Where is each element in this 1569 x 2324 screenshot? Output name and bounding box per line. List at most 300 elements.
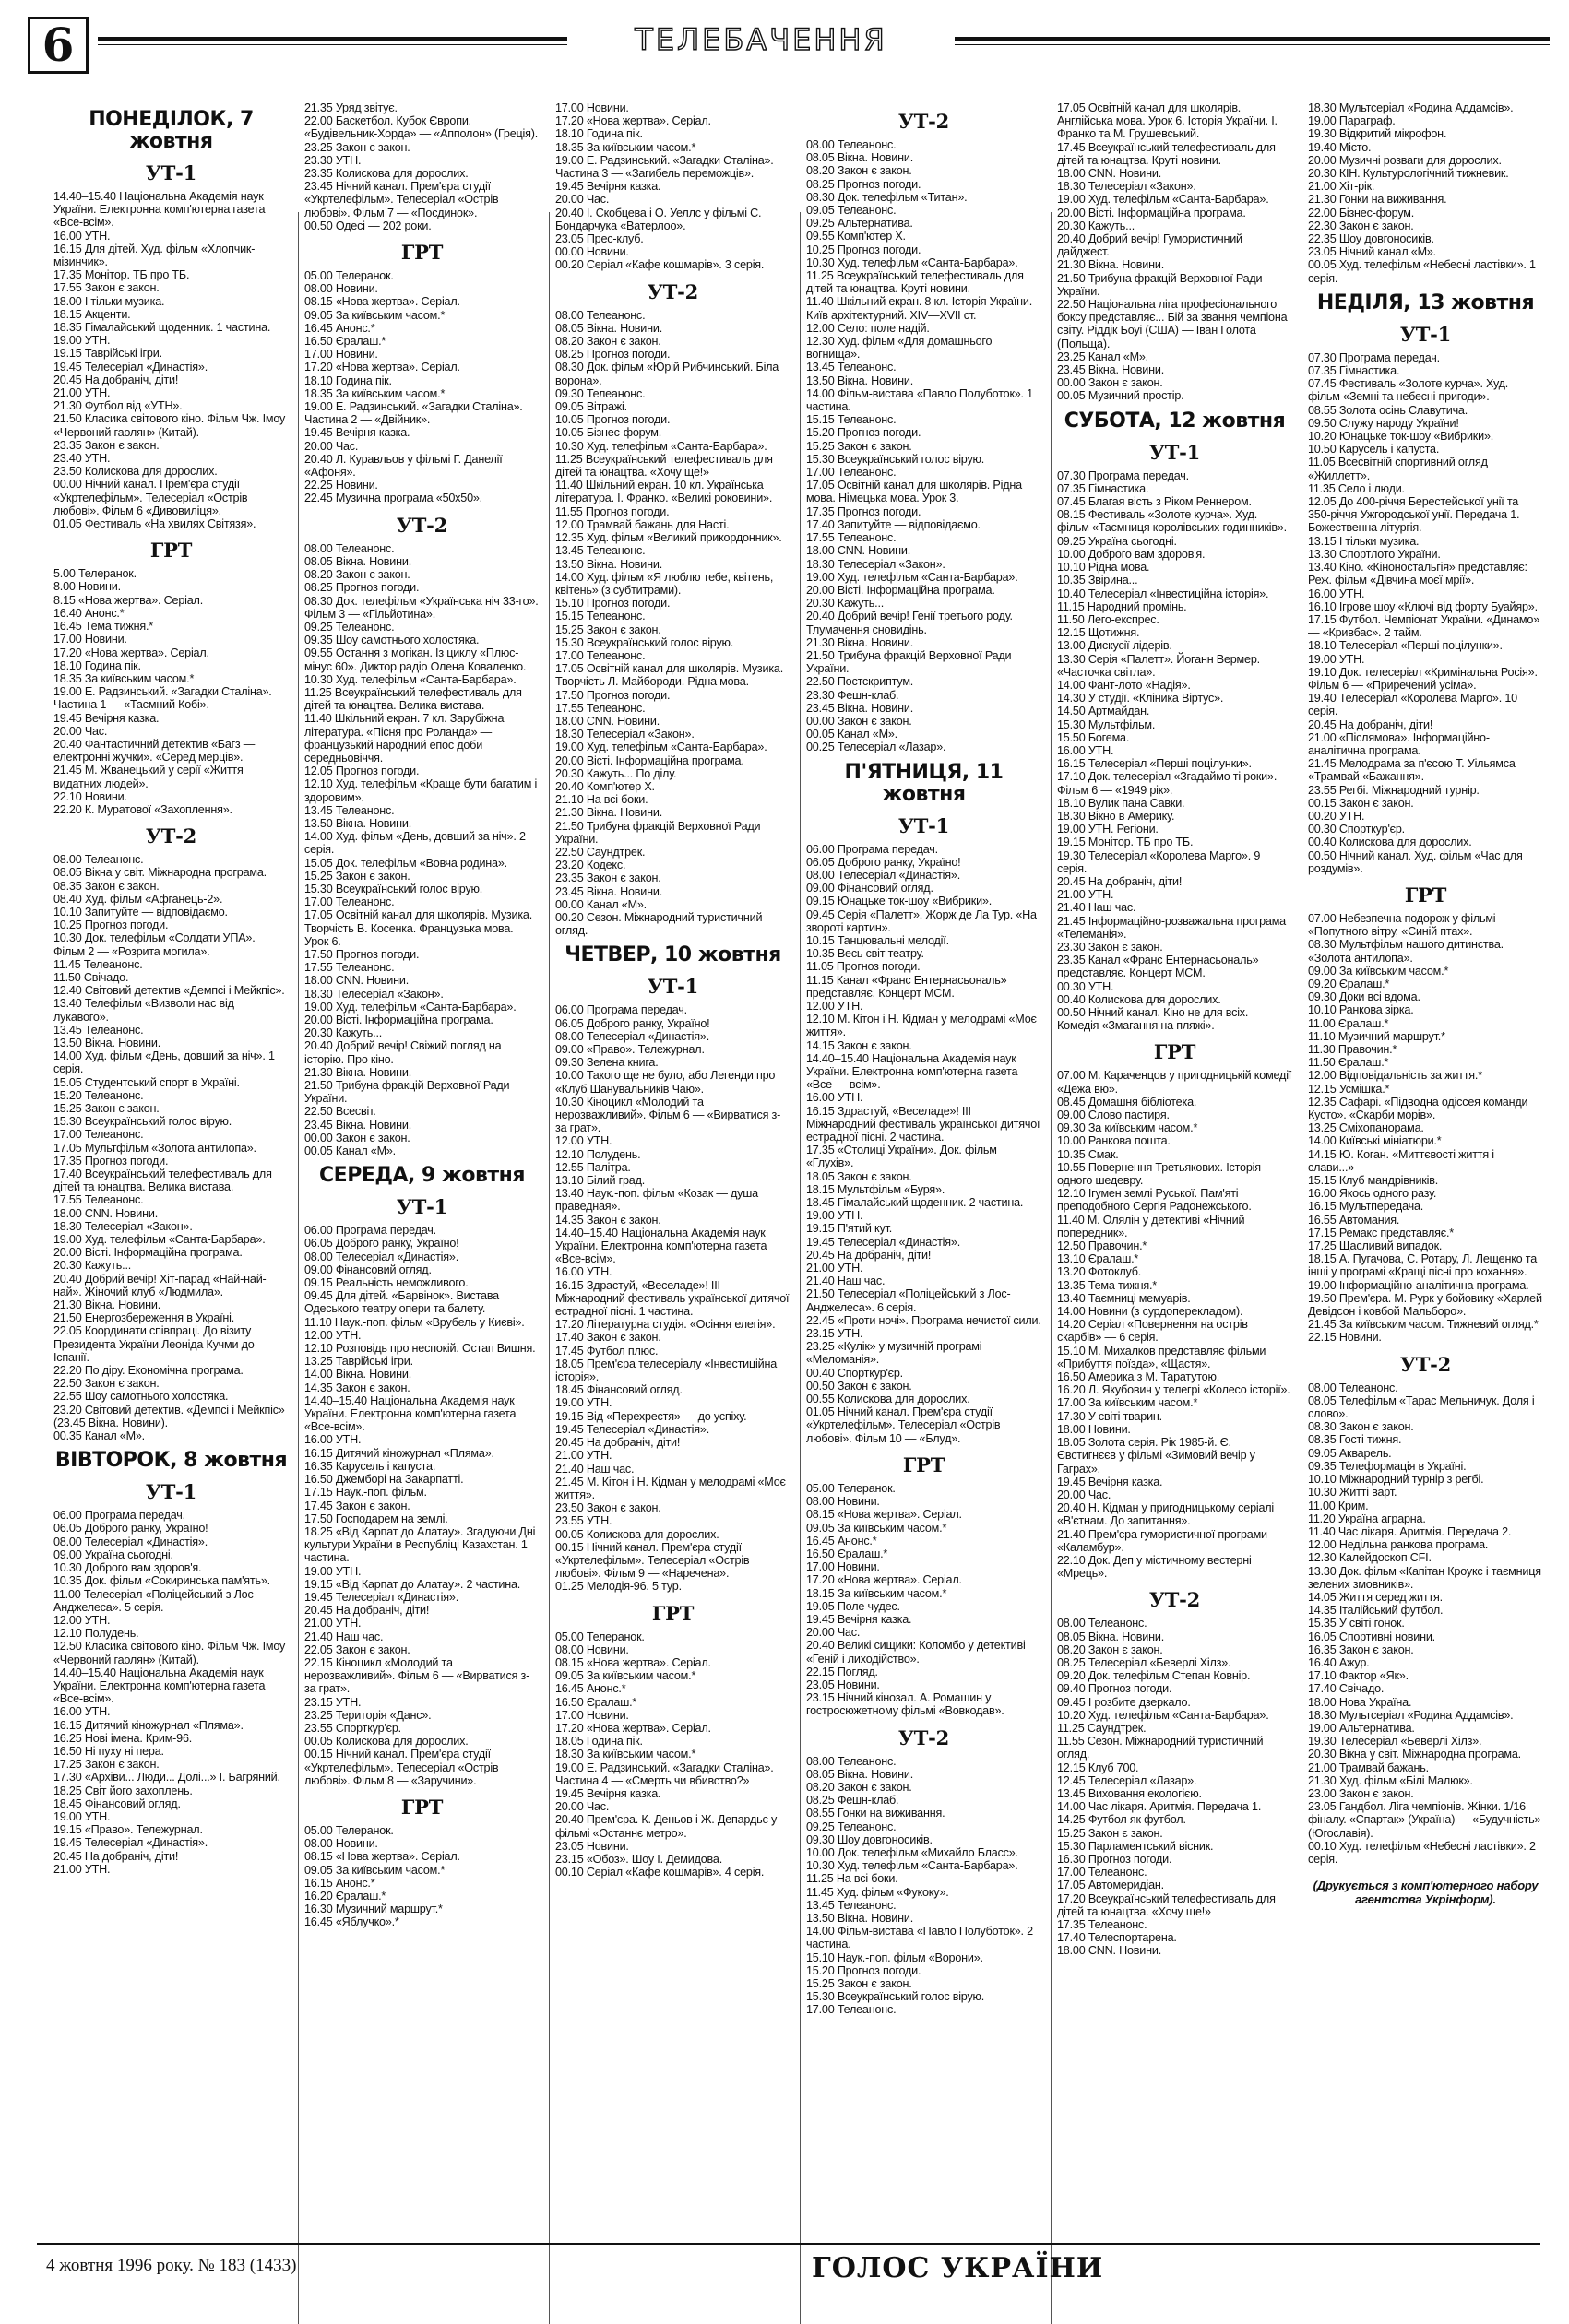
- program-listing: 21.30 Футбол від «УТН».: [53, 399, 183, 413]
- program-listing: 19.00 Е. Радзинський. «Загадки Сталіна». Частина 3 — «Загибель переможців».: [555, 153, 774, 181]
- program-listing: 17.25 Закон є закон.: [53, 1758, 160, 1772]
- program-listing: 18.05 Золота серія. Рік 1985-й. Є. Євстигнєєв у фільмі «Зимовий вечір у Гаграх».: [1057, 1436, 1255, 1476]
- program-listing: 16.55 Автомания.: [1308, 1213, 1400, 1227]
- program-listing: 08.00 Телесеріал «Династія».: [53, 1535, 208, 1548]
- program-listing: 19.00 Альтернатива.: [1308, 1721, 1415, 1735]
- program-listing: 23.25 Закон є закон.: [304, 140, 410, 154]
- program-listing: 21.00 УТН.: [304, 1617, 362, 1630]
- program-listing: 00.00 Нічний канал. Прем'єра студії «Укртелефільм». Телесеріал «Острів любові». Фільм 6 «Дивовиліця».: [53, 478, 248, 517]
- program-listing: 08.15 «Нова жертва». Серіал.: [304, 295, 460, 309]
- program-listing: 15.25 Закон є закон.: [53, 1102, 160, 1115]
- program-listing: 23.55 Спорткур'єр.: [304, 1721, 401, 1735]
- day-heading: СУБОТА, 12 жовтня: [1064, 409, 1286, 433]
- program-listing: 00.20 Серіал «Кафе кошмарів». 3 серія.: [555, 258, 765, 272]
- program-listing: 08.20 Закон є закон.: [304, 568, 410, 582]
- program-listing: 20.40 Добрий вечір! Хіт-парад «Най-най-най». Жіночий клуб «Людмила».: [53, 1272, 267, 1298]
- program-listing: 15.30 Всеукраїнський голос вірую.: [53, 1115, 232, 1129]
- program-listing: 14.50 Артмайдан.: [1057, 705, 1150, 718]
- program-listing: 11.05 Прогноз погоди.: [806, 960, 921, 974]
- program-listing: 23.35 Колискова для дорослих.: [304, 167, 469, 181]
- program-listing: 18.10 Вулик пана Савки.: [1057, 796, 1185, 810]
- program-listing: 21.30 Гонки на виживання.: [1308, 193, 1447, 207]
- program-listing: 09.35 Телеформація в Україні.: [1308, 1459, 1467, 1473]
- column-6: [1308, 101, 1543, 2232]
- program-listing: 09.25 Телеанонс.: [304, 620, 395, 634]
- program-listing: 12.40 Світовий детектив «Демпсі і Мейкпіс».: [53, 984, 285, 998]
- program-listing: 08.25 Телесеріал «Беверлі Хілз».: [1057, 1655, 1231, 1669]
- program-listing: 17.40 Телеспортарена.: [1057, 1931, 1177, 1945]
- program-listing: 08.15 Фестиваль «Золоте курча». Худ. фільм «Таємниця королівських годинників».: [1057, 508, 1287, 535]
- program-listing: 23.15 Нічний кінозал. А. Ромашин у гостросюжетному фільмі «Вовкодав».: [806, 1691, 1004, 1718]
- program-listing: 13.45 Телеанонс.: [304, 803, 395, 817]
- program-listing: 12.00 Недільна ранкова програма.: [1308, 1538, 1489, 1552]
- program-listing: 13.45 Телеанонс.: [806, 1898, 897, 1912]
- program-listing: 11.15 Канал «Франс Ентернасьональ» представляє. Концерт МСМ.: [806, 973, 1007, 1000]
- program-listing: 20.40 Л. Куравльов у фільмі Г. Данелії «Афоня».: [304, 452, 503, 480]
- program-listing: 14.00 Новини (з сурдоперекладом).: [1057, 1305, 1243, 1319]
- program-listing: 23.45 Вікна. Новини.: [1057, 363, 1164, 377]
- program-listing: 18.00 Новини.: [1057, 1422, 1131, 1436]
- program-listing: 13.30 Док. фільм «Капітан Кроукс і таємниця зелених змовників».: [1308, 1564, 1541, 1591]
- program-listing: 09.05 Телеанонс.: [806, 204, 897, 218]
- program-listing: 22.50 Закон є закон.: [53, 1377, 160, 1391]
- program-listing: 22.25 Новини.: [304, 479, 378, 492]
- program-listing: 10.30 Худ. телефільм «Санта-Барбара».: [806, 255, 1018, 269]
- program-listing: 11.25 Саундтрек.: [1057, 1721, 1147, 1735]
- program-listing: 19.15 Монітор. ТБ про ТБ.: [1057, 836, 1194, 849]
- program-listing: 19.00 Худ. телефільм «Санта-Барбара».: [304, 1000, 517, 1014]
- program-listing: 08.00 Телеанонс.: [806, 138, 897, 151]
- program-listing: 16.45 Анонс.*: [555, 1682, 626, 1696]
- program-listing: 18.30 Телесеріал «Закон».: [1057, 180, 1196, 194]
- program-listing: 08.30 Док. фільм «Юрій Рибчинський. Біла ворона».: [555, 361, 779, 387]
- program-listing: 12.35 Сафарі. «Підводна одіссея команди Кусто». «Скарби морів».: [1308, 1095, 1528, 1122]
- program-listing: 10.15 Танцювальні мелодії.: [806, 933, 949, 947]
- program-listing: 19.00 УТН.: [555, 1396, 612, 1410]
- program-listing: 10.00 Ранкова пошта.: [1057, 1134, 1171, 1148]
- program-listing: 20.00 Вісті. Інформаційна програма.: [1057, 206, 1246, 219]
- program-listing: 21.30 Вікна. Новини.: [53, 1298, 160, 1312]
- program-listing: 11.00 Єралаш.*: [1308, 1016, 1389, 1030]
- program-listing: 20.40 Прем'єра. К. Деньов і Ж. Депардьє у фільмі «Останнє метро».: [555, 1813, 778, 1840]
- program-listing: 14.35 Італійський футбол.: [1308, 1604, 1444, 1618]
- program-listing: 16.15 Дитячий кіножурнал «Пляма».: [304, 1446, 494, 1460]
- program-listing: 15.05 Студентський спорт в Україні.: [53, 1075, 240, 1089]
- program-listing: 17.20 «Нова жертва». Серіал.: [806, 1573, 962, 1587]
- program-listing: 23.45 Нічний канал. Прем'єра студії «Укртелефільм». Телесеріал «Острів любові». Фільм 7 — «Посдинок».: [304, 180, 499, 219]
- program-listing: 09.30 Доки всі вдома.: [1308, 990, 1420, 1004]
- program-listing: 22.45 Музична програма «50х50».: [304, 492, 482, 505]
- program-listing: 09.15 Реальність неможливого.: [304, 1276, 469, 1290]
- program-listing: 20.45 На добраніч, діти!: [1057, 874, 1183, 888]
- program-listing: 12.15 Клуб 700.: [1057, 1761, 1139, 1774]
- program-listing: 09.00 Фінансовий огляд.: [304, 1263, 432, 1276]
- program-listing: 08.05 Вікна у світ. Міжнародна програма.: [53, 866, 267, 880]
- program-listing: 15.10 Наук.-поп. фільм «Ворони».: [806, 1951, 983, 1964]
- program-listing: 20.00 Вісті. Інформаційна програма.: [53, 1246, 243, 1260]
- program-listing: 17.20 «Нова жертва». Серіал.: [555, 1721, 711, 1735]
- program-listing: 18.00 CNN. Новини.: [806, 544, 911, 558]
- program-listing: 17.40 Закон є закон.: [555, 1331, 661, 1345]
- program-listing: 12.10 Полудень.: [555, 1147, 641, 1161]
- program-listing: 18.10 Телесеріал «Перші поцілунки».: [1308, 639, 1503, 653]
- program-listing: 10.00 Док. телефільм «Михайло Бласс».: [806, 1845, 1018, 1859]
- program-listing: 17.00 Новини.: [555, 1708, 629, 1722]
- program-listing: 08.00 Телесеріал «Династія».: [304, 1250, 459, 1263]
- program-listing: 20.00 Час.: [53, 724, 108, 738]
- source-credit: (Друкується з комп'ютерного набору агентства Укрінформ).: [1313, 1879, 1539, 1907]
- program-listing: 18.30 Телесеріал «Закон».: [53, 1219, 193, 1233]
- program-listing: 00.35 Канал «М».: [53, 1429, 145, 1443]
- program-listing: 08.30 Мультфільм нашого дитинства. «Золота антилопа».: [1308, 938, 1504, 965]
- program-listing: 08.15 «Нова жертва». Серіал.: [555, 1655, 711, 1669]
- program-listing: 09.00 Україна сьогодні.: [53, 1547, 173, 1561]
- program-listing: 17.05 Освітній канал для школярів. Англійська мова. Урок 6. Історія України. І. Франко та М. Грушевський.: [1057, 101, 1278, 141]
- program-listing: 8.00 Новини.: [53, 580, 121, 594]
- program-listing: 09.55 Комп'ютер Х.: [806, 230, 906, 243]
- program-listing: 06.05 Доброго ранку, Україно!: [555, 1016, 710, 1030]
- program-listing: 07.35 Гімнастика.: [1057, 481, 1149, 495]
- program-listing: 17.55 Телеанонс.: [806, 531, 897, 545]
- program-listing: 09.30 Шоу довгоносиків.: [806, 1832, 933, 1846]
- program-listing: 18.45 Фінансовий огляд.: [555, 1383, 683, 1397]
- program-listing: 18.30 За київським часом.*: [555, 1748, 696, 1761]
- program-listing: 13.50 Вікна. Новини.: [806, 374, 913, 387]
- program-listing: 16.15 Телесеріал «Перші поцілунки».: [1057, 757, 1252, 771]
- program-listing: 21.50 Трибуна фракцій Верховної Ради України.: [1057, 271, 1263, 298]
- program-listing: 11.55 Прогноз погоди.: [555, 504, 670, 518]
- program-listing: 16.00 УТН.: [53, 229, 111, 243]
- program-listing: 08.05 Вікна. Новини.: [304, 554, 411, 568]
- program-listing: 18.15 За київським часом.*: [806, 1586, 947, 1600]
- program-listing: 16.30 Прогноз погоди.: [1057, 1852, 1172, 1866]
- program-listing: 19.00 УТН.: [806, 1209, 863, 1223]
- program-listing: 08.15 «Нова жертва». Серіал.: [806, 1508, 962, 1522]
- program-listing: 16.35 Закон є закон.: [1308, 1642, 1414, 1656]
- program-listing: 16.00 УТН.: [1308, 587, 1365, 600]
- program-listing: 18.00 CNN. Новини.: [555, 714, 660, 728]
- program-listing: 18.30 Телесеріал «Закон».: [806, 557, 945, 571]
- program-listing: 20.45 На добраніч, діти!: [806, 1248, 932, 1262]
- program-listing: 18.30 Вікно в Америку.: [1057, 809, 1175, 823]
- program-listing: 18.15 Мультфільм «Буря».: [806, 1182, 945, 1196]
- program-listing: 09.30 Зелена книга.: [555, 1056, 659, 1070]
- program-listing: 17.05 Освітній канал для школярів. Музика. Творчість Л. Майбороди. Рідна мова.: [555, 662, 784, 689]
- program-listing: 23.05 Прес-клуб.: [555, 232, 644, 246]
- program-listing: 11.05 Всесвітній спортивний огляд «Жиллетт».: [1308, 456, 1488, 482]
- program-listing: 10.50 Карусель і капуста.: [1308, 443, 1440, 456]
- program-listing: 15.25 Закон є закон.: [555, 622, 661, 636]
- program-listing: 20.30 Кажуть...: [53, 1259, 132, 1273]
- program-listing: 16.40 Анонс.*: [53, 606, 125, 620]
- program-listing: 08.00 Новини.: [304, 282, 378, 296]
- program-listing: 10.25 Прогноз погоди.: [806, 243, 921, 256]
- program-listing: 12.00 УТН.: [304, 1328, 362, 1342]
- program-listing: 15.30 Всеукраїнський голос вірую.: [555, 635, 734, 649]
- program-listing: 08.45 Домашня бібліотека.: [1057, 1095, 1197, 1109]
- program-listing: 23.25 «Кулік» у музичній програмі «Меломанія».: [806, 1340, 982, 1367]
- program-listing: 08.30 Док. телефільм «Українська ніч 33-го». Фільм 3 — «Гільйотина».: [304, 594, 539, 621]
- program-listing: 19.15 «Від Карпат до Алатау». 2 частина.: [304, 1577, 521, 1591]
- program-listing: 21.00 «Післямова». Інформаційно-аналітична програма.: [1308, 730, 1490, 757]
- program-listing: 09.25 Альтернатива.: [806, 217, 913, 231]
- program-listing: 23.40 УТН.: [53, 452, 111, 466]
- program-listing: 17.35 Монітор. ТБ про ТБ.: [53, 268, 190, 282]
- program-listing: 09.00 Фінансовий огляд.: [806, 882, 933, 895]
- program-listing: 21.00 УТН.: [555, 1449, 612, 1463]
- program-listing: 15.30 Мультфільм.: [1057, 717, 1156, 731]
- program-listing: 22.45 «Проти ночі». Програма нечистої сили.: [806, 1313, 1041, 1327]
- program-listing: 00.00 Закон є закон.: [304, 1131, 410, 1144]
- program-listing: 12.50 Класика світового кіно. Фільм Чж. Імоу «Червоний гаолян» (Китай).: [53, 1640, 286, 1666]
- program-listing: 06.00 Програма передач.: [304, 1224, 436, 1238]
- program-listing: 06.00 Програма передач.: [53, 1509, 185, 1523]
- program-listing: 23.15 «Обоз». Шоу І. Демидова.: [555, 1852, 722, 1866]
- program-listing: 19.45 Вечірня казка.: [555, 180, 661, 194]
- program-listing: 01.05 Нічний канал. Прем'єра студії «Укртелефільм». Телесеріал «Острів любові». Фільм 10 — «Блуд».: [806, 1405, 1001, 1445]
- program-listing: 16.35 Карусель і капуста.: [304, 1459, 436, 1473]
- program-listing: 08.30 Док. телефільм «Титан».: [806, 190, 968, 204]
- program-listing: 08.00 Новини.: [806, 1495, 880, 1509]
- program-listing: 12.30 Худ. фільм «Для домашнього вогнища».: [806, 335, 993, 362]
- section-title: ТЕЛЕБАЧЕННЯ: [567, 18, 955, 59]
- program-listing: 17.35 «Столиці України». Док. фільм «Глухів».: [806, 1144, 997, 1170]
- program-listing: 17.10 Док. телесеріал «Згадаймо ті роки». Фільм 6 — «1949 рік».: [1057, 770, 1278, 797]
- channel-heading: УТ-2: [647, 279, 699, 303]
- program-listing: 20.40 Н. Кідман у пригодницькому серіалі «В'єтнам. До запитання».: [1057, 1501, 1275, 1528]
- program-listing: 18.45 Гімалайський щоденник. 2 частина.: [806, 1196, 1024, 1210]
- program-listing: 10.10 Запитуйте — відповідаємо.: [53, 905, 228, 919]
- program-listing: 13.25 Таврійські ігри.: [304, 1355, 413, 1369]
- program-listing: 00.40 Спорткур'єр.: [806, 1366, 903, 1380]
- program-listing: 11.15 Народний промінь.: [1057, 599, 1187, 613]
- program-listing: 15.30 Парламентський вісник.: [1057, 1839, 1214, 1853]
- program-listing: 19.00 УТН.: [1308, 652, 1365, 666]
- channel-heading: УТ-2: [897, 1725, 950, 1749]
- program-listing: 22.35 Шоу довгоносиків.: [1308, 232, 1434, 246]
- program-listing: 16.15 Мультпередача.: [1308, 1200, 1424, 1214]
- program-listing: 22.10 Док. Деп у містичному вестерні «Мрець».: [1057, 1553, 1252, 1581]
- program-listing: 19.00 УТН.: [53, 334, 111, 348]
- program-listing: 16.45 «Яблучко».*: [304, 1915, 399, 1929]
- program-listing: 10.35 Док. фільм «Сокиринська пам'ять».: [53, 1574, 270, 1588]
- program-listing: 08.20 Закон є закон.: [1057, 1642, 1163, 1656]
- program-listing: 20.30 Вікна у світ. Міжнародна програма.: [1308, 1748, 1521, 1761]
- program-listing: 20.45 На добраніч, діти!: [1308, 717, 1433, 731]
- program-listing: 13.40 Наук.-поп. фільм «Козак — душа праведная».: [555, 1187, 758, 1214]
- program-listing: 10.30 Доброго вам здоров'я.: [53, 1561, 202, 1575]
- program-listing: 11.10 Музичний маршрут.*: [1308, 1029, 1445, 1043]
- program-listing: 11.50 Лего-експрес.: [1057, 612, 1159, 626]
- program-listing: 21.50 Трибуна фракцій Верховної Ради України.: [555, 819, 761, 846]
- program-listing: 15.25 Закон є закон.: [806, 439, 912, 453]
- program-listing: 21.50 Класика світового кіно. Фільм Чж. Імоу «Червоний гаолян» (Китай).: [53, 412, 286, 439]
- program-listing: 15.15 Телеанонс.: [555, 610, 646, 623]
- program-listing: 15.25 Закон є закон.: [1057, 1826, 1163, 1840]
- program-listing: 09.05 За київським часом.*: [304, 308, 446, 322]
- program-listing: 14.40–15.40 Національна Академія наук України. Електронна комп'ютерна газета «Все — всім».: [806, 1051, 1018, 1092]
- program-listing: 11.40 Шкільний екран. 8 кл. Історія України. Київ архітектурний. XIV—XVII ст.: [806, 295, 1033, 322]
- program-listing: 10.35 Смак.: [1057, 1147, 1119, 1161]
- program-listing: 16.50 Джемборі на Закарпатті.: [304, 1473, 464, 1487]
- channel-heading: УТ-2: [396, 513, 448, 537]
- program-listing: 09.05 За київським часом.*: [304, 1863, 446, 1877]
- program-listing: 14.00 Худ. фільм «День, довший за ніч». 1 серія.: [53, 1049, 275, 1076]
- program-listing: 17.00 Телеанонс.: [1057, 1866, 1147, 1879]
- program-listing: 18.05 Година пік.: [555, 1735, 643, 1749]
- program-listing: 09.45 І розбите дзеркало.: [1057, 1695, 1191, 1709]
- program-listing: 07.45 Благая вість з Ріком Реннером.: [1057, 495, 1252, 509]
- program-listing: 09.25 Україна сьогодні.: [1057, 534, 1177, 548]
- program-listing: 18.15 А. Пугачова, С. Ротару, Л. Лещенко та інші у програмі «Кращі пісні про кохання».: [1308, 1252, 1538, 1279]
- program-listing: 13.40 Таємниці мемуарів.: [1057, 1291, 1191, 1305]
- program-listing: 07.35 Гімнастика.: [1308, 364, 1400, 378]
- program-listing: 14.00 Худ. фільм «День, довший за ніч». 2 серія.: [304, 830, 526, 857]
- program-listing: 11.40 М. Олялін у детективі «Нічний попередник».: [1057, 1213, 1245, 1239]
- program-listing: 21.30 Вікна. Новини.: [304, 1065, 411, 1079]
- program-listing: 18.35 За київським часом.*: [304, 386, 446, 400]
- program-listing: 16.45 Анонс.*: [304, 321, 375, 335]
- program-listing: 15.10 Прогноз погоди.: [555, 597, 671, 611]
- column-divider: [549, 212, 550, 2324]
- program-listing: 00.15 Нічний канал. Прем'єра студії «Укртелефільм». Телесеріал «Острів любові». Фільм 9 — «Наречена».: [555, 1540, 750, 1581]
- program-listing: 19.15 Від «Перехрестя» — до успіху.: [555, 1409, 747, 1423]
- program-listing: 22.20 По діру. Економічна програма.: [53, 1364, 244, 1378]
- program-listing: 22.50 Всесвіт.: [304, 1105, 376, 1119]
- day-heading: ЧЕТВЕР, 10 жовтня: [565, 943, 781, 967]
- program-listing: 20.30 КІН. Культурологічний тижневик.: [1308, 167, 1509, 181]
- program-listing: 13.50 Вікна. Новини.: [53, 1036, 160, 1049]
- issue-date: 4 жовтня 1996 року. № 183 (1433): [46, 2256, 297, 2275]
- program-listing: 00.00 Канал «М».: [555, 897, 647, 911]
- program-listing: 23.55 УТН.: [555, 1514, 612, 1528]
- program-listing: 23.05 Нічний канал «М».: [1308, 245, 1436, 259]
- program-listing: 21.40 Наш час.: [1057, 901, 1136, 915]
- program-listing: 22.00 Бізнес-форум.: [1308, 206, 1415, 219]
- program-listing: 08.00 Телеанонс.: [1057, 1617, 1147, 1630]
- program-listing: 22.15 Новини.: [1308, 1331, 1382, 1345]
- program-listing: 08.00 Телесеріал «Династія».: [555, 1029, 710, 1043]
- program-listing: 20.40 Комп'ютер Х.: [555, 779, 655, 793]
- program-listing: 00.20 УТН.: [1308, 809, 1365, 823]
- channel-heading: ГРТ: [400, 1795, 444, 1819]
- channel-heading: УТ-2: [897, 110, 950, 133]
- program-listing: 18.35 За київським часом.*: [53, 671, 195, 685]
- channel-heading: УТ-1: [647, 975, 699, 999]
- program-listing: 07.45 Фестиваль «Золоте курча». Худ. фільм «Земні та небесні пригоди».: [1308, 377, 1509, 404]
- program-listing: 16.00 УТН.: [806, 1091, 863, 1105]
- program-listing: 12.00 УТН.: [806, 999, 863, 1013]
- column-1: [53, 101, 289, 2232]
- program-listing: 11.40 Шкільний екран. 10 кл. Українська література. І. Франко. «Великі роковини».: [555, 479, 773, 505]
- program-listing: 19.00 Параграф.: [1308, 114, 1396, 128]
- program-listing: 08.55 Золота осінь Славутича.: [1308, 403, 1468, 417]
- program-listing: 00.05 Колискова для дорослих.: [555, 1527, 719, 1541]
- program-listing: 10.30 Житті варт.: [1308, 1486, 1397, 1500]
- program-listing: 19.15 «Право». Тележурнал.: [53, 1823, 203, 1837]
- program-listing: 18.05 Прем'єра телесеріалу «Інвестиційна історія».: [555, 1357, 778, 1384]
- program-listing: 11.25 На всі боки.: [806, 1872, 898, 1886]
- program-listing: 08.00 Телеанонс.: [555, 308, 646, 322]
- program-listing: 11.20 Україна аграрна.: [1308, 1512, 1426, 1525]
- program-listing: 19.30 Телесеріал «Королева Марго». 9 серія.: [1057, 848, 1261, 875]
- program-listing: 16.05 Спортивні новини.: [1308, 1630, 1435, 1643]
- program-listing: 18.35 Гімалайський щоденник. 1 частина.: [53, 321, 271, 335]
- program-listing: 09.30 Телеанонс.: [555, 386, 646, 400]
- program-listing: 12.10 Полудень.: [53, 1627, 139, 1641]
- program-listing: 17.20 «Нова жертва». Серіал.: [555, 114, 711, 128]
- program-listing: 20.00 Час.: [555, 193, 610, 207]
- program-listing: 23.25 Територія «Данс».: [304, 1708, 432, 1722]
- program-listing: 23.20 Кодекс.: [555, 859, 626, 872]
- program-listing: 17.10 Фактор «Як».: [1308, 1669, 1409, 1683]
- program-listing: 08.05 Вікна. Новини.: [1057, 1630, 1164, 1643]
- program-listing: 09.25 Телеанонс.: [806, 1820, 897, 1833]
- day-heading: НЕДІЛЯ, 13 жовтня: [1316, 290, 1535, 314]
- program-listing: 19.45 Телесеріал «Династія».: [806, 1235, 961, 1249]
- program-listing: 16.00 УТН.: [1057, 743, 1114, 757]
- program-listing: 17.05 Автомеридіан.: [1057, 1879, 1164, 1892]
- program-listing: 23.35 Закон є закон.: [53, 438, 160, 452]
- program-listing: 08.35 Закон є закон.: [53, 879, 160, 893]
- program-listing: 08.05 Вікна. Новини.: [806, 151, 913, 165]
- program-listing: 14.00 Час лікаря. Аритмія. Передача 1.: [1057, 1800, 1262, 1814]
- program-listing: 16.00 Якось одного разу.: [1308, 1187, 1437, 1201]
- program-listing: 16.40 Ажур.: [1308, 1655, 1370, 1669]
- channel-heading: ГРТ: [651, 1601, 695, 1625]
- program-listing: 20.00 Час.: [304, 439, 359, 453]
- program-listing: 17.55 Телеанонс.: [555, 701, 646, 715]
- program-listing: 14.00 Київські мініатюри.*: [1308, 1134, 1442, 1148]
- column-2: [304, 101, 540, 2232]
- program-listing: 23.50 Закон є закон.: [555, 1501, 661, 1515]
- program-listing: 16.10 Ігрове шоу «Ключі від форту Буайяр».: [1308, 599, 1538, 613]
- program-listing: 19.45 Телесеріал «Династія».: [53, 360, 208, 374]
- program-listing: 18.30 Телесеріал «Закон».: [304, 987, 444, 1001]
- program-listing: 19.00 Інформаційно-аналітична програма.: [1308, 1278, 1529, 1292]
- program-listing: 23.25 Канал «М».: [1057, 350, 1148, 363]
- program-listing: 09.05 Вітражі.: [555, 400, 627, 414]
- program-listing: 10.40 Телесеріал «Інвестиційна історія».: [1057, 587, 1269, 600]
- program-listing: 16.20 Л. Якубович у телегрі «Колесо історії».: [1057, 1383, 1290, 1397]
- program-listing: 14.15 Ю. Коган. «Миттєвості життя і слави...»: [1308, 1147, 1494, 1174]
- channel-heading: УТ-1: [1148, 440, 1201, 464]
- program-listing: 08.40 Худ. фільм «Афганець-2».: [53, 892, 223, 906]
- program-listing: 22.10 Новини.: [53, 789, 127, 803]
- program-listing: 06.00 Програма передач.: [555, 1003, 687, 1017]
- program-listing: 11.55 Сезон. Міжнародний туристичний огляд.: [1057, 1735, 1264, 1761]
- program-listing: 19.00 Худ. телефільм «Санта-Барбара».: [806, 570, 1018, 584]
- program-listing: 19.00 Худ. телефільм «Санта-Барбара».: [1057, 193, 1269, 207]
- program-listing: 20.30 Кажуть...: [806, 597, 885, 611]
- program-listing: 20.40 Добрий вечір! Свіжий погляд на історію. Про кіно.: [304, 1039, 502, 1066]
- program-listing: 09.05 За київським часом.*: [555, 1669, 696, 1683]
- program-listing: 12.45 Телесеріал «Лазар».: [1057, 1773, 1197, 1787]
- program-listing: 10.30 Худ. телефільм «Санта-Барбара».: [304, 672, 517, 686]
- program-listing: 06.00 Програма передач.: [806, 842, 938, 856]
- program-listing: 18.35 За київським часом.*: [555, 140, 696, 154]
- program-listing: 20.30 Кажуть... По ділу.: [555, 766, 677, 780]
- footer-rule: [37, 2243, 1540, 2245]
- program-listing: 23.05 Новини.: [555, 1839, 629, 1853]
- program-listing: 09.55 Остання з могікан. Із циклу «Плюс-мінус 60». Диктор радіо Олена Коваленко.: [304, 646, 527, 673]
- program-listing: 00.30 Спорткур'єр.: [1308, 823, 1405, 836]
- program-listing: 16.30 Музичний маршрут.*: [304, 1903, 443, 1916]
- program-listing: 18.15 Акценти.: [53, 307, 131, 321]
- program-listing: 23.15 УТН.: [304, 1695, 362, 1709]
- channel-heading: УТ-2: [145, 824, 197, 848]
- program-listing: 00.05 Канал «М».: [806, 728, 897, 741]
